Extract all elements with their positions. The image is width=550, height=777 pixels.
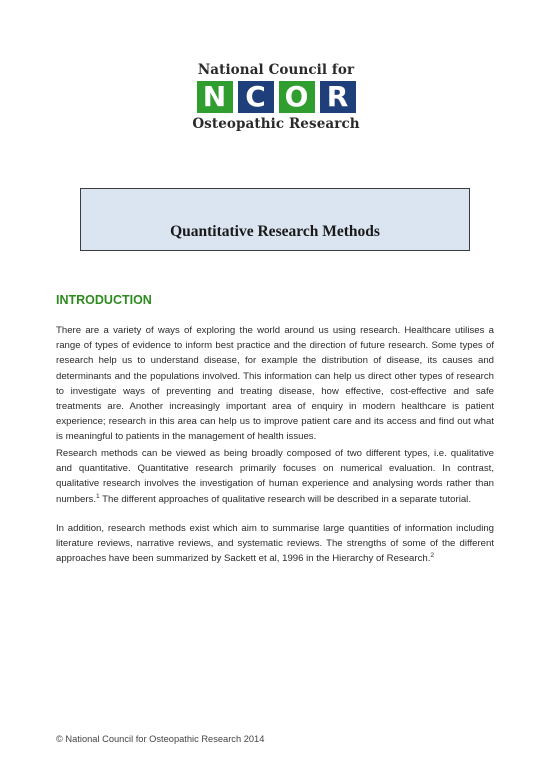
ncor-logo — [192, 62, 360, 132]
paragraph-3-text: In addition, research methods exist which aim to summarise large quantities of information including literature reviews, narrative reviews, and systematic reviews. The strengths of some of the different approaches have been summarized by Sackett et al, 1996 in the Hierarchy of Research. — [56, 523, 494, 565]
title-box — [80, 188, 470, 251]
logo-bottom-text: Osteopathic Research — [192, 116, 360, 132]
section-heading: INTRODUCTION — [56, 293, 152, 307]
paragraph-2-text: Research methods can be viewed as being broadly composed of two different types, i.e. qualitative and quantitative. Quantitative research primarily focuses on numerical evaluation. In contrast, qualitative research involves the investigation of human experience and analysing words rather than numbers. — [56, 448, 494, 505]
logo-tile-o: O — [279, 81, 315, 113]
document-title: Quantitative Research Methods — [170, 223, 380, 240]
paragraph-3 — [56, 521, 494, 567]
logo-tiles — [192, 81, 360, 113]
paragraph-2 — [56, 446, 494, 507]
paragraph-1: There are a variety of ways of exploring the world around us using research. Healthcare utilises a range of types of evidence to inform best practice and the direction of future research. Some types of research help us to understand disease, for example the distribution of disease, its causes and determinants and the populations involved. This information can help us direct other types of research to investigate ways of preventing and treating disease, how effective, cost-effective and safe treatments are. Another increasingly important area of enquiry in modern healthcare is patient experience; research in this area can help us to improve patient care and its access and find out what is meaningful to patients in the management of health issues. — [56, 325, 494, 443]
reference-2: 2 — [430, 552, 434, 560]
logo-tile-n: N — [197, 81, 233, 113]
logo-tile-r: R — [320, 81, 356, 113]
reference-1: 1 — [96, 492, 100, 500]
logo-tile-c: C — [238, 81, 274, 113]
footer-copyright: © National Council for Osteopathic Research 2014 — [56, 734, 265, 744]
logo-top-text: National Council for — [197, 62, 355, 78]
paragraph-2-tail: The different approaches of qualitative research will be described in a separate tutorial. — [99, 493, 471, 505]
